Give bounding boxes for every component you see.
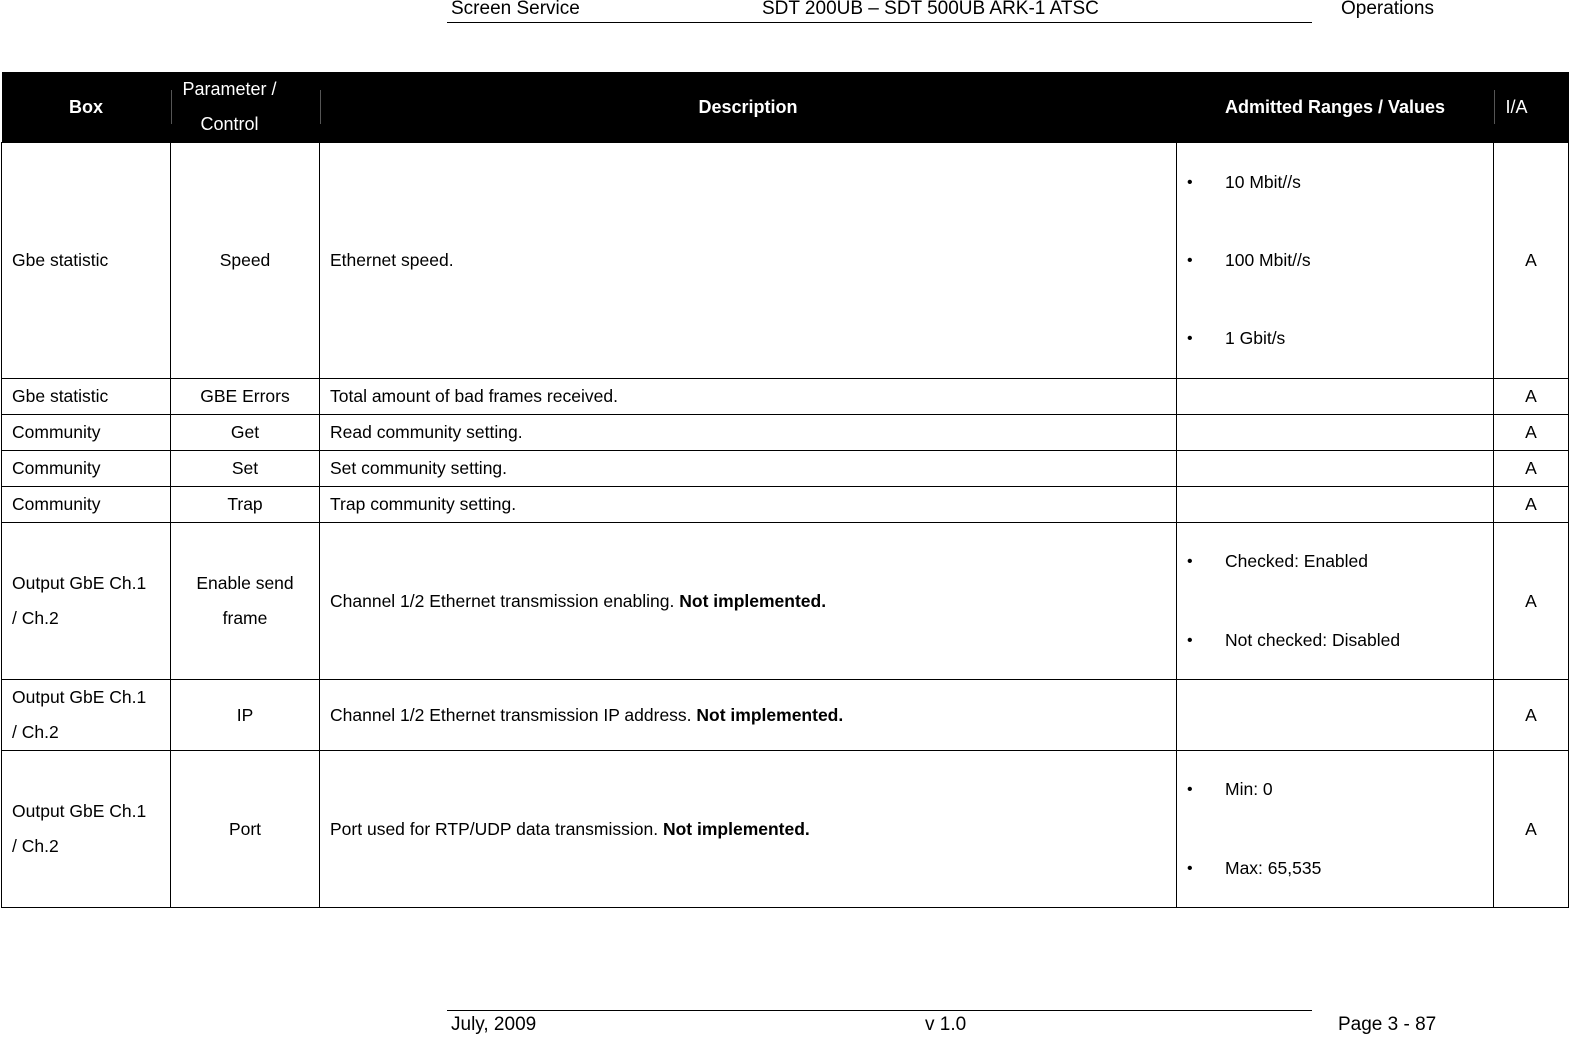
cell-description: [320, 523, 1177, 680]
cell-description: Ethernet speed.: [320, 143, 1177, 379]
range-value: Max: 65,535: [1225, 858, 1322, 878]
cell-box: [2, 523, 171, 680]
table-row: [2, 379, 1569, 415]
cell-box: Community: [2, 415, 171, 451]
cell-parameter: Speed: [171, 143, 320, 379]
list-item: [1187, 321, 1483, 356]
cell-parameter: Port: [171, 751, 320, 908]
table-header: [2, 72, 1569, 143]
column-separator: [1494, 90, 1495, 124]
cell-ranges: [1177, 487, 1494, 523]
table-row: [2, 751, 1569, 908]
cell-parameter: [171, 523, 320, 680]
description-text: Port used for RTP/UDP data transmission.: [330, 818, 663, 839]
cell-box: Community: [2, 487, 171, 523]
cell-ia: A: [1494, 451, 1569, 487]
page-footer: [447, 1010, 1447, 1040]
cell-ranges: [1177, 523, 1494, 680]
header-rule: [447, 22, 1312, 23]
cell-parameter-line2: frame: [222, 608, 268, 628]
ranges-list: [1187, 544, 1483, 658]
list-item: [1187, 243, 1483, 278]
cell-parameter-line1: Enable send: [196, 573, 294, 593]
cell-ia: A: [1494, 415, 1569, 451]
column-separator: [171, 90, 172, 124]
cell-description: [320, 680, 1177, 751]
cell-box-line1: Output GbE Ch.1: [12, 801, 147, 821]
cell-ia: A: [1494, 680, 1569, 751]
cell-ia: A: [1494, 751, 1569, 908]
cell-parameter: Trap: [171, 487, 320, 523]
cell-box: Gbe statistic: [2, 143, 171, 379]
column-header-ranges-label: Admitted Ranges / Values: [1224, 96, 1446, 117]
column-header-parameter: [171, 72, 320, 143]
cell-box: [2, 680, 171, 751]
column-header-parameter-line1: Parameter /: [182, 79, 277, 99]
cell-box-line2: / Ch.2: [12, 722, 59, 742]
cell-ranges: [1177, 680, 1494, 751]
cell-ia: A: [1494, 523, 1569, 680]
header-document-title: SDT 200UB – SDT 500UB ARK-1 ATSC: [762, 0, 1099, 19]
cell-ranges: [1177, 751, 1494, 908]
cell-description: Total amount of bad frames received.: [320, 379, 1177, 415]
parameter-table: [1, 72, 1569, 908]
list-item: [1187, 851, 1483, 886]
cell-ia: A: [1494, 143, 1569, 379]
range-value: Min: 0: [1225, 779, 1273, 799]
description-note: Not implemented.: [696, 704, 844, 725]
bullet-icon: •: [1187, 330, 1193, 347]
cell-box-line2: / Ch.2: [12, 836, 59, 856]
bullet-icon: •: [1187, 174, 1193, 191]
cell-parameter: Set: [171, 451, 320, 487]
range-value: Not checked: Disabled: [1225, 630, 1401, 650]
page-header: [447, 0, 1447, 24]
cell-ranges: [1177, 143, 1494, 379]
header-section-title: Screen Service: [451, 0, 580, 19]
table-row: [2, 487, 1569, 523]
range-value: Checked: Enabled: [1225, 551, 1369, 571]
table-row: [2, 680, 1569, 751]
bullet-icon: •: [1187, 781, 1193, 798]
column-header-description-label: Description: [698, 96, 798, 117]
footer-date: July, 2009: [451, 1014, 537, 1035]
column-header-ia: [1494, 72, 1569, 143]
bullet-icon: •: [1187, 252, 1193, 269]
footer-version: v 1.0: [925, 1014, 967, 1035]
column-header-description: [320, 72, 1177, 143]
column-header-ia-label: I/A: [1505, 96, 1528, 117]
description-note: Not implemented.: [679, 590, 827, 611]
list-item: [1187, 623, 1483, 658]
cell-description: Set community setting.: [320, 451, 1177, 487]
cell-box: Community: [2, 451, 171, 487]
description-text: Channel 1/2 Ethernet transmission IP address.: [330, 704, 697, 725]
range-value: 10 Mbit//s: [1225, 172, 1301, 192]
cell-box-line1: Output GbE Ch.1: [12, 573, 147, 593]
cell-parameter: IP: [171, 680, 320, 751]
list-item: [1187, 772, 1483, 807]
cell-description: Trap community setting.: [320, 487, 1177, 523]
bullet-icon: •: [1187, 860, 1193, 877]
description-text: Channel 1/2 Ethernet transmission enabling.: [330, 590, 680, 611]
bullet-icon: •: [1187, 632, 1193, 649]
cell-box: [2, 751, 171, 908]
cell-ia: A: [1494, 379, 1569, 415]
column-header-ranges: [1177, 72, 1494, 143]
cell-description: [320, 751, 1177, 908]
ranges-list: [1187, 772, 1483, 886]
ranges-list: [1187, 165, 1483, 356]
table-row: [2, 415, 1569, 451]
cell-ranges: [1177, 451, 1494, 487]
list-item: [1187, 544, 1483, 579]
range-value: 1 Gbit/s: [1225, 328, 1286, 348]
cell-ranges: [1177, 415, 1494, 451]
cell-box-line2: / Ch.2: [12, 608, 59, 628]
table-row: [2, 523, 1569, 680]
header-chapter-title: Operations: [1341, 0, 1434, 19]
table-row: [2, 451, 1569, 487]
cell-box-line1: Output GbE Ch.1: [12, 687, 147, 707]
cell-ranges: [1177, 379, 1494, 415]
table-row: [2, 143, 1569, 379]
footer-rule: [447, 1010, 1312, 1011]
footer-page-number: Page 3 - 87: [1338, 1014, 1437, 1035]
cell-ia: A: [1494, 487, 1569, 523]
cell-parameter: Get: [171, 415, 320, 451]
cell-description: Read community setting.: [320, 415, 1177, 451]
cell-parameter: GBE Errors: [171, 379, 320, 415]
column-separator: [320, 90, 321, 124]
cell-box: Gbe statistic: [2, 379, 171, 415]
range-value: 100 Mbit//s: [1225, 250, 1311, 270]
description-note: Not implemented.: [662, 818, 810, 839]
column-header-box-label: Box: [68, 96, 103, 117]
column-header-box: [2, 72, 171, 143]
bullet-icon: •: [1187, 553, 1193, 570]
column-header-parameter-line2: Control: [200, 114, 259, 134]
list-item: [1187, 165, 1483, 200]
